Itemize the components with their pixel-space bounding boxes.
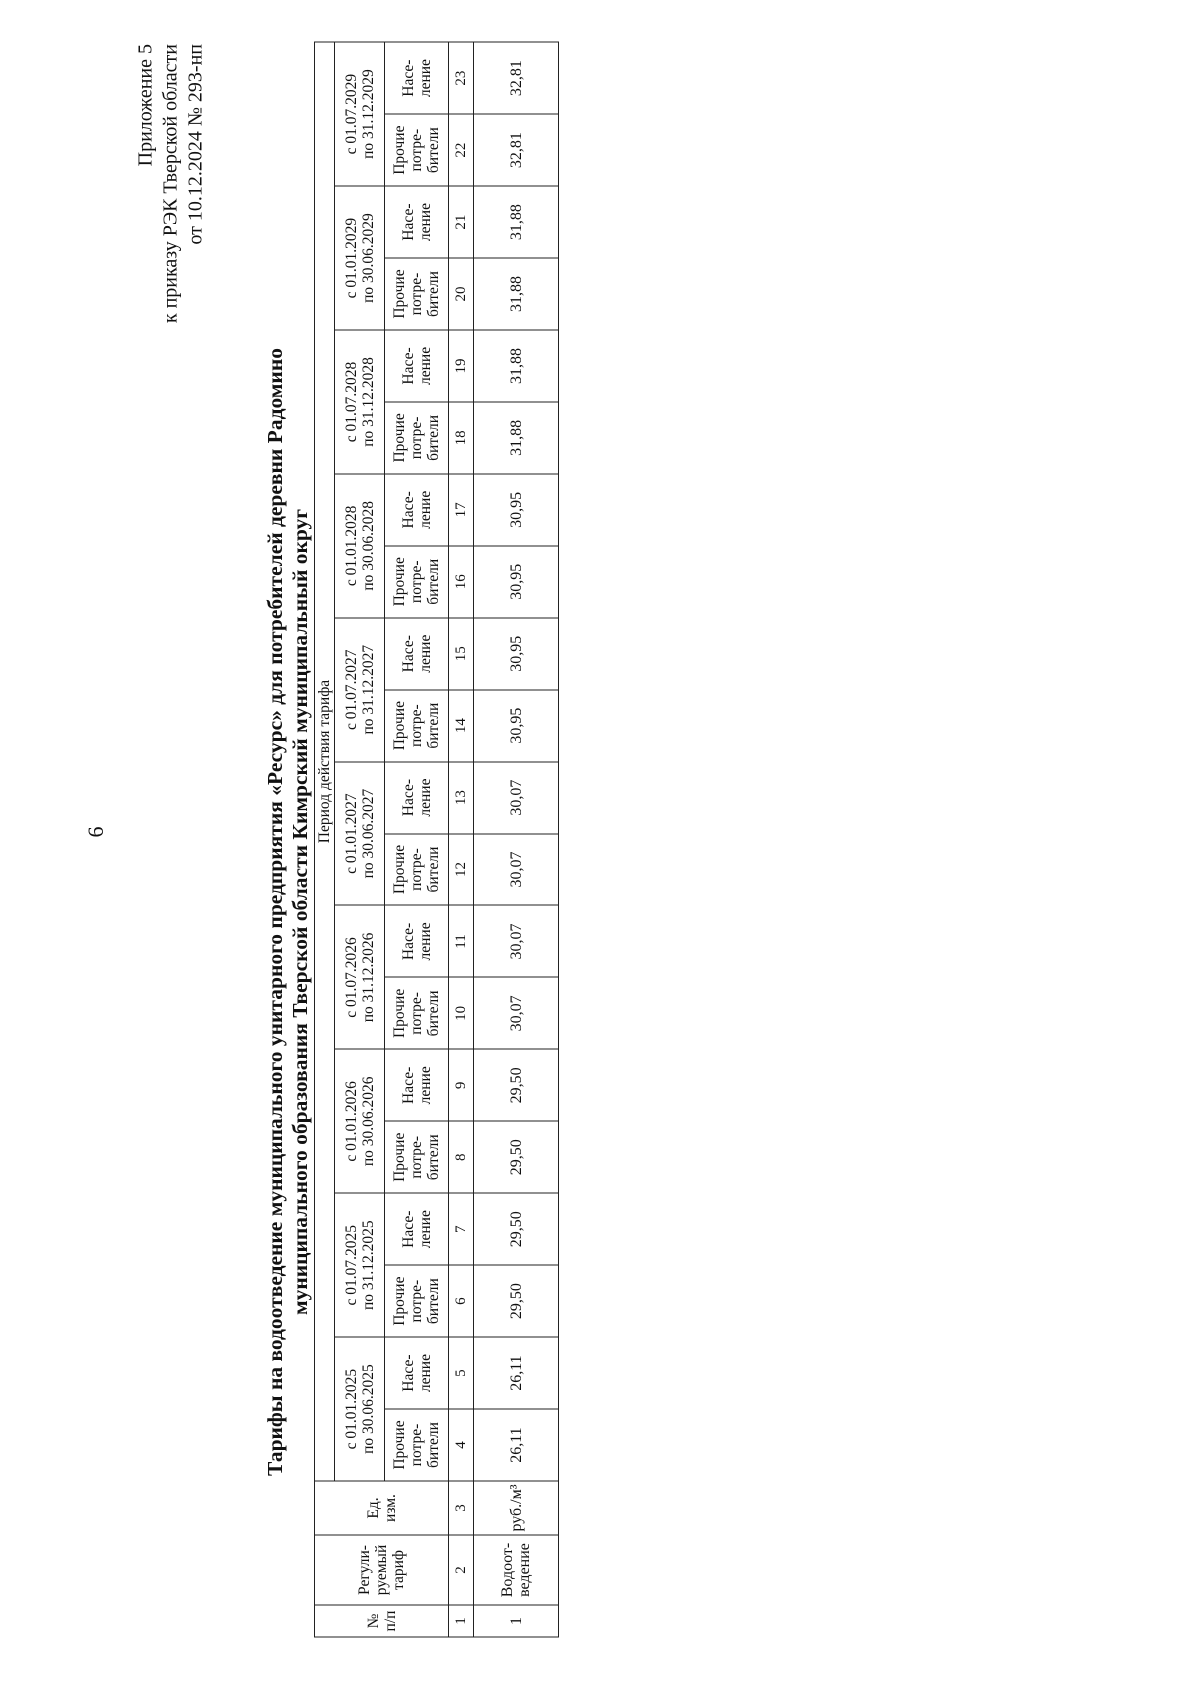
- tariff-value-cell: 32,81: [474, 42, 559, 114]
- tariff-value-cell: 30,95: [474, 474, 559, 546]
- period-end: по 30.06.2025: [359, 1364, 377, 1454]
- tariff-name-cell: Водоот-ведение: [474, 1535, 559, 1605]
- appendix-line-2: к приказу РЭК Тверской области: [159, 44, 182, 324]
- column-number-cell: 19: [449, 330, 474, 402]
- column-number-row: [449, 42, 474, 1637]
- column-number-cell: 11: [449, 906, 474, 978]
- column-number-cell: 16: [449, 546, 474, 618]
- sub-header-population: Насе-ление: [385, 906, 449, 978]
- sub-header-population: Насе-ление: [385, 1193, 449, 1265]
- header-row-number-line-2: п/п: [381, 1610, 399, 1632]
- sub-header-other: Прочие потре-бители: [385, 690, 449, 762]
- title-line-2: муниципального образования Тверской области Кимрский муниципальный округ: [288, 508, 312, 1316]
- header-unit: Ед. изм.: [315, 1481, 449, 1535]
- tariff-value-cell: 29,50: [474, 1121, 559, 1193]
- period-start: с 01.01.2027: [342, 793, 360, 874]
- period-start: с 01.01.2025: [342, 1368, 360, 1450]
- sub-header-other: Прочие потре-бители: [385, 1409, 449, 1481]
- column-number-cell: 15: [449, 618, 474, 690]
- column-number-cell: 3: [449, 1481, 474, 1535]
- column-number-cell: 2: [449, 1535, 474, 1605]
- period-header: [335, 762, 385, 906]
- period-end: по 30.06.2029: [359, 213, 377, 303]
- period-start: с 01.07.2027: [342, 649, 360, 730]
- period-end: по 31.12.2026: [359, 932, 377, 1023]
- period-start: с 01.07.2025: [342, 1224, 360, 1306]
- tariff-value-cell: 30,07: [474, 834, 559, 906]
- period-header: [335, 906, 385, 1050]
- data-row: [474, 42, 559, 1637]
- sub-header-other: Прочие потре-бители: [385, 114, 449, 186]
- appendix-line-1: Приложение 5: [134, 44, 157, 167]
- appendix-line-3: от 10.12.2024 № 293-нп: [184, 44, 207, 245]
- sub-header-other: Прочие потре-бители: [385, 402, 449, 474]
- period-start: с 01.01.2028: [342, 505, 360, 587]
- header-row-number: [315, 1605, 449, 1637]
- column-number-cell: 12: [449, 834, 474, 906]
- tariff-value-cell: 30,07: [474, 977, 559, 1049]
- header-row-1: [315, 42, 335, 1637]
- column-number-cell: 22: [449, 114, 474, 186]
- period-end: по 30.06.2028: [359, 500, 377, 591]
- header-row-subheaders: [385, 42, 449, 1637]
- period-header: [335, 1193, 385, 1337]
- sub-header-population: Насе-ление: [385, 1049, 449, 1121]
- header-row-number-line-1: №: [364, 1613, 382, 1629]
- column-number-cell: 17: [449, 474, 474, 546]
- tariff-table: [314, 42, 559, 1638]
- column-number-cell: 6: [449, 1265, 474, 1337]
- period-start: с 01.07.2028: [342, 361, 360, 443]
- period-start: с 01.07.2026: [342, 937, 360, 1018]
- sub-header-population: Насе-ление: [385, 1337, 449, 1409]
- tariff-value-cell: 31,88: [474, 402, 559, 474]
- period-end: по 31.12.2027: [359, 644, 377, 735]
- sub-header-population: Насе-ление: [385, 330, 449, 402]
- sub-header-population: Насе-ление: [385, 474, 449, 546]
- sub-header-other: Прочие потре-бители: [385, 546, 449, 618]
- sub-header-other: Прочие потре-бители: [385, 1265, 449, 1337]
- period-header: [335, 186, 385, 330]
- column-number-cell: 4: [449, 1409, 474, 1481]
- period-end: по 31.12.2029: [359, 69, 377, 159]
- period-header: [335, 1337, 385, 1481]
- period-header: [335, 42, 385, 186]
- period-end: по 30.06.2027: [359, 788, 377, 879]
- period-header: [335, 1049, 385, 1193]
- header-row-periods: [335, 42, 385, 1637]
- page-number: 6: [83, 826, 108, 838]
- period-end: по 31.12.2025: [359, 1220, 377, 1311]
- period-header: [335, 474, 385, 618]
- period-header: [335, 618, 385, 762]
- sub-header-population: Насе-ление: [385, 618, 449, 690]
- column-number-cell: 5: [449, 1337, 474, 1409]
- column-number-cell: 23: [449, 42, 474, 114]
- column-number-cell: 1: [449, 1605, 474, 1637]
- tariff-value-cell: 31,88: [474, 186, 559, 258]
- column-number-cell: 13: [449, 762, 474, 834]
- row-number-cell: 1: [474, 1605, 559, 1637]
- period-start: с 01.01.2029: [342, 217, 360, 299]
- period-end: по 31.12.2028: [359, 357, 377, 447]
- sub-header-population: Насе-ление: [385, 762, 449, 834]
- column-number-cell: 20: [449, 258, 474, 330]
- period-start: с 01.01.2026: [342, 1081, 360, 1162]
- tariff-value-cell: 26,11: [474, 1409, 559, 1481]
- sub-header-other: Прочие потре-бители: [385, 1121, 449, 1193]
- header-tariff: Регули-руемый тариф: [315, 1535, 449, 1605]
- sub-header-population: Насе-ление: [385, 186, 449, 258]
- tariff-value-cell: 30,07: [474, 906, 559, 978]
- tariff-value-cell: 30,07: [474, 762, 559, 834]
- tariff-value-cell: 32,81: [474, 114, 559, 186]
- column-number-cell: 7: [449, 1193, 474, 1265]
- sub-header-other: Прочие потре-бители: [385, 834, 449, 906]
- period-start: с 01.07.2029: [342, 73, 360, 155]
- tariff-value-cell: 29,50: [474, 1193, 559, 1265]
- unit-cell: руб./м³: [474, 1481, 559, 1535]
- column-number-cell: 9: [449, 1049, 474, 1121]
- sub-header-population: Насе-ление: [385, 42, 449, 114]
- sub-header-other: Прочие потре-бители: [385, 977, 449, 1049]
- tariff-value-cell: 31,88: [474, 330, 559, 402]
- period-end: по 30.06.2026: [359, 1076, 377, 1167]
- tariff-value-cell: 30,95: [474, 690, 559, 762]
- column-number-cell: 18: [449, 402, 474, 474]
- tariff-value-cell: 29,50: [474, 1265, 559, 1337]
- tariff-value-cell: 26,11: [474, 1337, 559, 1409]
- period-header: [335, 330, 385, 474]
- sub-header-other: Прочие потре-бители: [385, 258, 449, 330]
- column-number-cell: 8: [449, 1121, 474, 1193]
- title-line-1: Тарифы на водоотведение муниципального унитарного предприятия «Ресурс» для потребителей деревни Радомино: [263, 348, 287, 1476]
- column-number-cell: 21: [449, 186, 474, 258]
- tariff-value-cell: 31,88: [474, 258, 559, 330]
- column-number-cell: 10: [449, 977, 474, 1049]
- header-period-group: Период действия тарифа: [315, 42, 335, 1481]
- tariff-value-cell: 30,95: [474, 546, 559, 618]
- tariff-value-cell: 29,50: [474, 1049, 559, 1121]
- column-number-cell: 14: [449, 690, 474, 762]
- tariff-value-cell: 30,95: [474, 618, 559, 690]
